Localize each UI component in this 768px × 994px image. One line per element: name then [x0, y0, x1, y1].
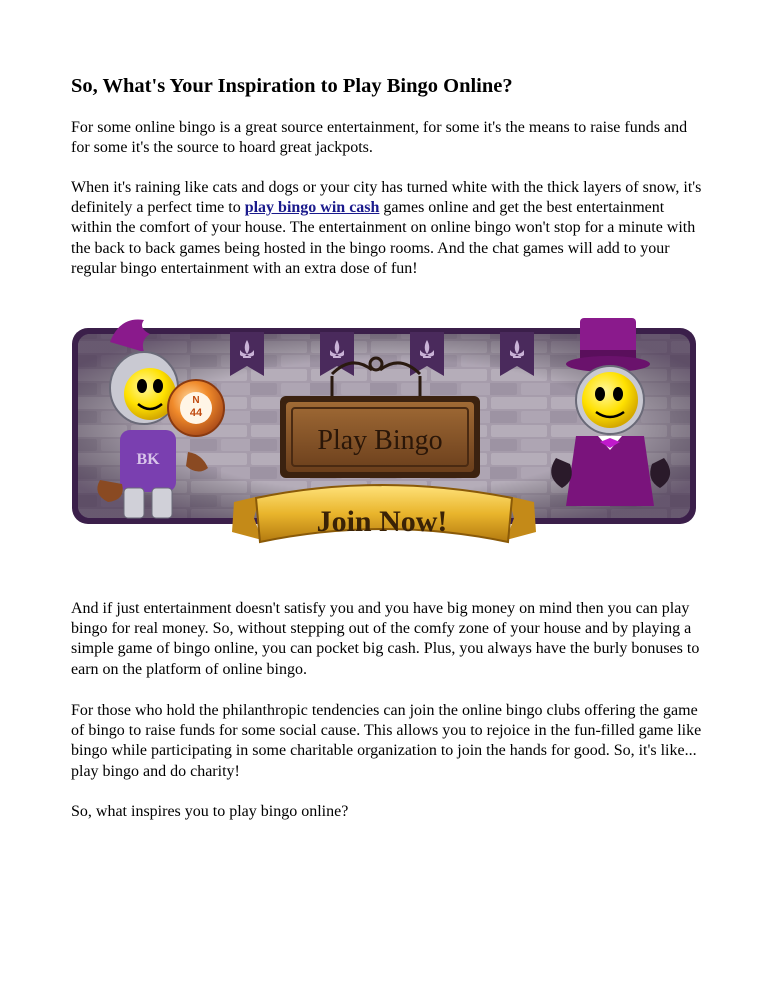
paragraph-weather: [71, 178, 703, 279]
join-now-ribbon[interactable]: [232, 485, 536, 542]
paragraph-charity: For those who hold the philanthropic tendencies can join the online bingo clubs offering the game of bingo to raise funds for some social cause. This allows you to rejoice in the fun-filled game like bingo while participating in some charitable organization to join the hands for good. So, it's like... play bingo and do charity!: [71, 702, 702, 780]
ball-letter: N: [192, 395, 200, 406]
paragraph-real-money: And if just entertainment doesn't satisfy you and you have big money on mind then you can play bingo for real money. So, without stepping out of the comfy zone of your house and by playing a simple game of bingo online, you can pocket big cash. Plus, you always have the burly bonuses to earn on the platform of online bingo.: [71, 600, 700, 678]
play-bingo-banner-image[interactable]: [70, 312, 698, 572]
paragraph-closing-question: So, what inspires you to play bingo online?: [71, 803, 349, 820]
play-bingo-win-cash-link[interactable]: play bingo win cash: [244, 199, 380, 217]
join-now-text: Join Now!: [316, 505, 448, 538]
paragraph-intro: For some online bingo is a great source entertainment, for some it's the means to raise funds and for some it's the source to hoard great jackpots.: [71, 119, 688, 157]
article-title: So, What's Your Inspiration to Play Bingo Online?: [71, 75, 513, 97]
ball-number: 44: [189, 407, 203, 419]
shirt-initials: BK: [136, 451, 160, 468]
sign-text: Play Bingo: [317, 425, 443, 456]
paragraph-weather-text-start: When it's raining like cats and dogs or your city has turned white with the thick layers of snow, it's definitely a perfect time to: [71, 179, 702, 217]
paragraph-weather-text-end: games online and get the best entertainment within the comfort of your house. The entertainment on online bingo won't stop for a minute with the back to back games being hosted in the bingo rooms. And the chat games will add to your regular bingo entertainment with an extra dose of fun!: [71, 199, 696, 277]
bingo-ball-icon: [168, 380, 224, 436]
